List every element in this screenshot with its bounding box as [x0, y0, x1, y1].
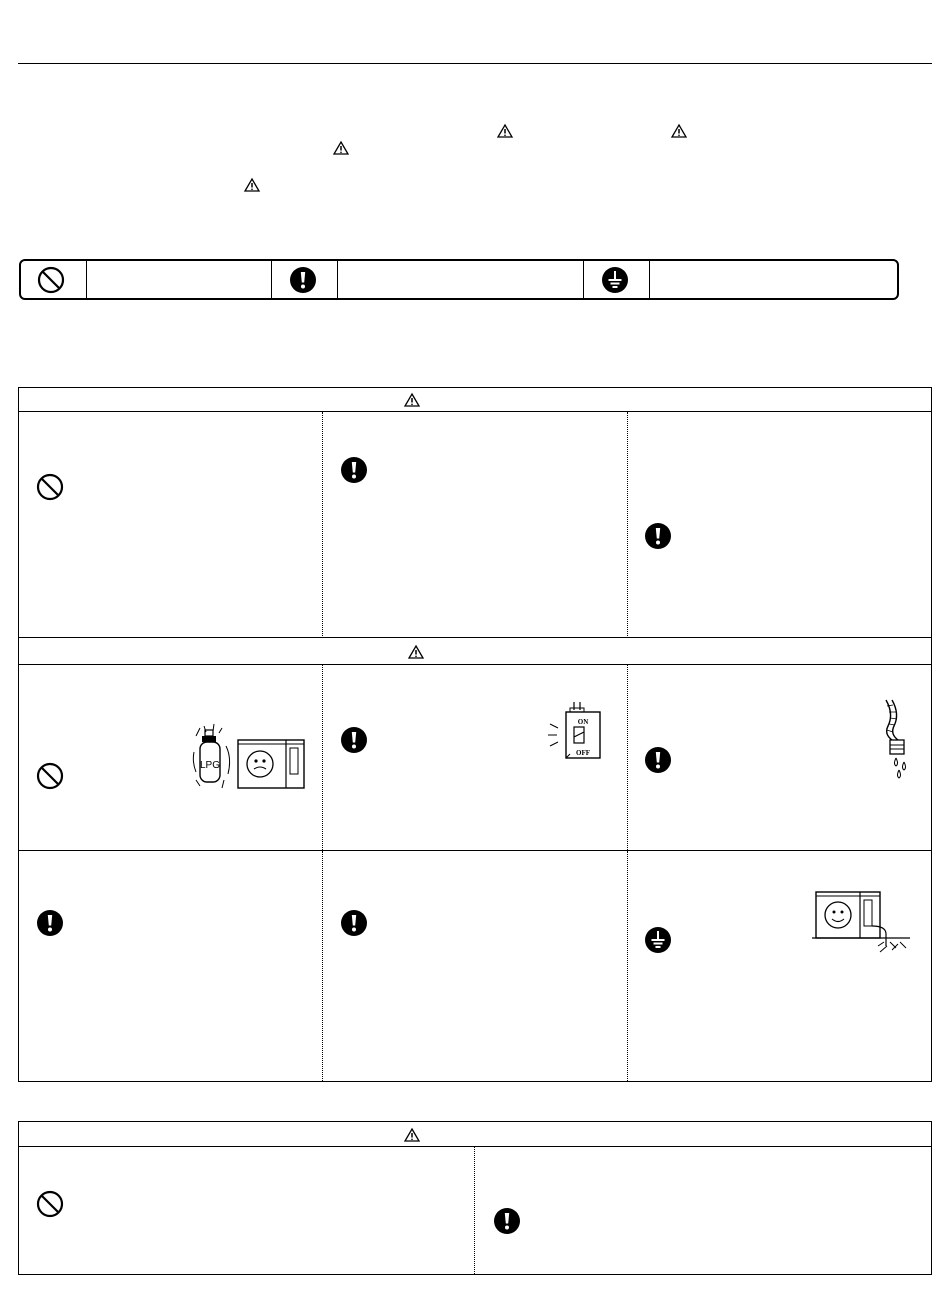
ground-icon	[644, 926, 672, 954]
prohibition-icon	[36, 1190, 64, 1218]
lpg-label: LPG	[199, 760, 221, 771]
mandatory-icon	[340, 456, 368, 484]
legend-divider	[583, 261, 584, 298]
top-rule	[18, 63, 932, 64]
warning-icon	[404, 393, 420, 407]
column-divider	[322, 665, 323, 850]
warning-section-box	[18, 387, 932, 1082]
legend-divider	[649, 261, 650, 298]
prohibition-icon	[36, 473, 64, 501]
column-divider	[474, 1147, 475, 1274]
warning-icon	[333, 141, 349, 155]
ground-icon	[601, 266, 629, 294]
mandatory-icon	[340, 909, 368, 937]
column-divider	[322, 412, 323, 636]
prohibition-icon	[36, 762, 64, 790]
power-switch-illustration	[548, 702, 608, 760]
lpg-illustration	[192, 722, 308, 794]
mandatory-icon	[289, 266, 317, 294]
warning-icon	[244, 178, 260, 192]
warning-icon	[404, 1128, 420, 1142]
mandatory-icon	[493, 1207, 521, 1235]
mandatory-icon	[644, 746, 672, 774]
legend-divider	[337, 261, 338, 298]
mandatory-icon	[36, 909, 64, 937]
symbol-legend	[19, 259, 899, 300]
legend-divider	[86, 261, 87, 298]
header-divider	[18, 411, 932, 412]
legend-divider	[271, 261, 272, 298]
row-divider	[18, 850, 932, 851]
mandatory-icon	[644, 522, 672, 550]
grounding-illustration	[812, 890, 912, 954]
warning-icon	[671, 124, 687, 138]
drain-hose-illustration	[880, 700, 914, 778]
column-divider	[627, 412, 628, 636]
warning-icon	[497, 124, 513, 138]
column-divider	[627, 851, 628, 1081]
section-divider	[18, 637, 932, 638]
caution-section-box	[18, 1121, 932, 1275]
warning-icon	[408, 645, 424, 659]
switch-on-label: ON	[577, 718, 589, 726]
column-divider	[627, 665, 628, 850]
mandatory-icon	[340, 726, 368, 754]
switch-off-label: OFF	[576, 749, 590, 757]
header-divider	[18, 664, 932, 665]
prohibition-icon	[37, 266, 65, 294]
header-divider	[18, 1146, 932, 1147]
column-divider	[322, 851, 323, 1081]
